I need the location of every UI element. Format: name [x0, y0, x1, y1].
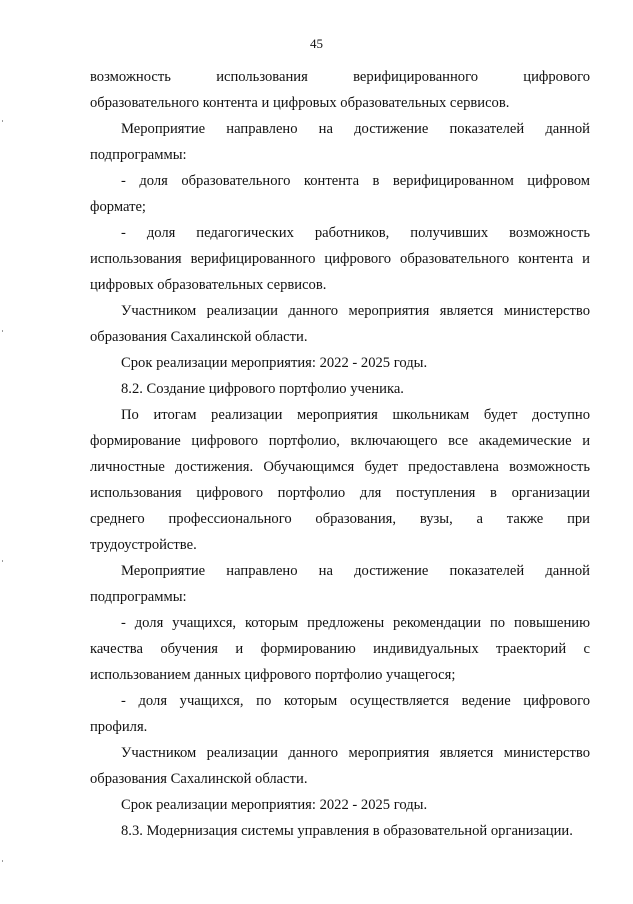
page-number: 45 — [310, 36, 323, 51]
text-line: - доля образовательного контента в верифицированном цифровом — [121, 173, 590, 189]
text-line: - доля учащихся, которым предложены рекомендации по повышению — [121, 615, 590, 631]
text-line: использованием данных цифрового портфолио учащегося; — [90, 667, 456, 683]
text-line: формирование цифрового портфолио, включающего все академические и — [90, 433, 590, 449]
text-line: использования верифицированного цифрового образовательного контента и — [90, 251, 590, 267]
text-line: цифровых образовательных сервисов. — [90, 277, 327, 293]
text-line: образования Сахалинской области. — [90, 329, 308, 345]
document-body — [90, 64, 590, 844]
text-line: Срок реализации мероприятия: 2022 - 2025 годы. — [121, 797, 428, 813]
text-line: Срок реализации мероприятия: 2022 - 2025 годы. — [121, 355, 428, 371]
section-heading: 8.3. Модернизация системы управления в образовательной организации. — [121, 823, 573, 839]
text-line: По итогам реализации мероприятия школьникам будет доступно — [121, 407, 590, 423]
text-line: - доля учащихся, по которым осуществляется ведение цифрового — [121, 693, 590, 709]
text-line: Мероприятие направлено на достижение показателей данной — [121, 121, 590, 137]
text-line: Мероприятие направлено на достижение показателей данной — [121, 563, 590, 579]
scan-edge-mark — [2, 560, 3, 562]
text-line: возможность использования верифицированного цифрового — [90, 69, 590, 85]
scan-edge-mark — [2, 120, 3, 122]
text-line: среднего профессионального образования, вузы, а также при — [90, 511, 590, 527]
text-line: Участником реализации данного мероприятия является министерство — [121, 745, 590, 761]
text-line: качества обучения и формированию индивидуальных траекторий с — [90, 641, 590, 657]
text-line: подпрограммы: — [90, 147, 187, 163]
text-line: образования Сахалинской области. — [90, 771, 308, 787]
text-line: трудоустройстве. — [90, 537, 197, 553]
text-line: формате; — [90, 199, 146, 215]
section-heading: 8.2. Создание цифрового портфолио ученика. — [121, 381, 404, 397]
text-line: - доля педагогических работников, получивших возможность — [121, 225, 590, 241]
text-line: использования цифрового портфолио для поступления в организации — [90, 485, 590, 501]
text-line: личностные достижения. Обучающимся будет предоставлена возможность — [90, 459, 590, 475]
text-line: образовательного контента и цифровых образовательных сервисов. — [90, 95, 510, 111]
scan-edge-mark — [2, 860, 3, 862]
text-line: подпрограммы: — [90, 589, 187, 605]
text-line: Участником реализации данного мероприятия является министерство — [121, 303, 590, 319]
text-line: профиля. — [90, 719, 148, 735]
scan-edge-mark — [2, 330, 3, 332]
